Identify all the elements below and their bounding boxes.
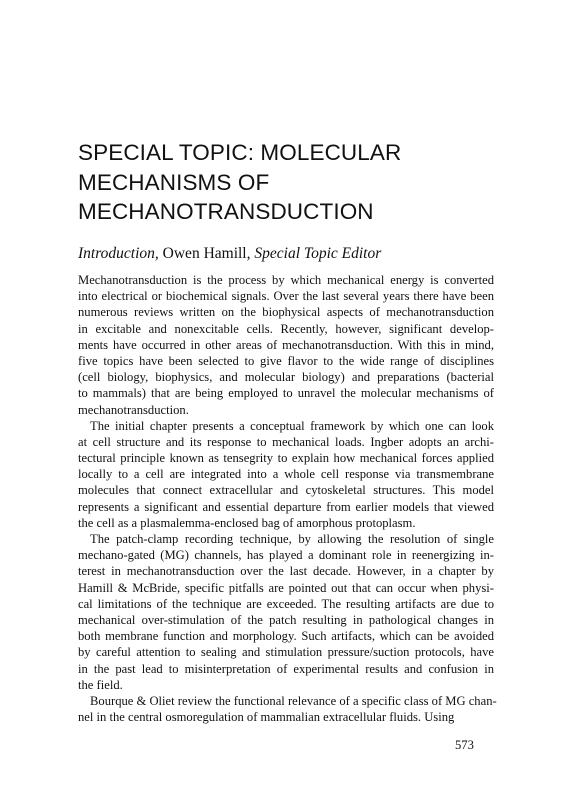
byline-comma: , (246, 245, 251, 262)
paragraph (78, 272, 494, 418)
text-line: represents a significant and essential departure from earlier models that viewed (78, 499, 494, 514)
body-text (78, 272, 497, 725)
text-line: Hamill & McBride, specific pitfalls are pointed out that can occur when physi- (78, 580, 494, 595)
text-line: cal limitations of the technique are exceeded. The resulting artifacts are due to (78, 596, 494, 611)
text-line: locally to a cell are integrated into a whole cell response via transmembrane (78, 467, 494, 482)
text-line: numerous reviews written on the biophysical aspects of mechanotransduction (78, 305, 494, 320)
text-line: mechanotransduction. (78, 402, 189, 417)
page-number: 573 (455, 738, 474, 752)
byline-intro: Introduction, (78, 245, 159, 262)
title-line: SPECIAL TOPIC: MOLECULAR (78, 140, 402, 165)
text-line: The initial chapter presents a conceptual framework by which one can look (90, 418, 494, 433)
text-line: ments have occurred in other areas of mechanotransduction. With this in mind, (78, 337, 494, 352)
text-line: five topics have been selected to give flavor to the wide range of disciplines (78, 353, 494, 368)
paragraph (78, 418, 494, 531)
text-line: nel in the central osmoregulation of mammalian extracellular fluids. Using (78, 710, 455, 725)
title-line: MECHANISMS OF (78, 169, 270, 195)
text-line: at cell structure and its response to mechanical loads. Ingber adopts an archi- (78, 434, 494, 449)
title-line: MECHANOTRANSDUCTION (78, 199, 374, 224)
text-line: terest in mechanotransduction over the last decade. However, in a chapter by (78, 564, 494, 579)
text-line: in the past lead to misinterpretation of experimental results and confusion in (78, 661, 494, 676)
text-line: mechano-gated (MG) channels, has played a dominant role in reenergizing in- (78, 548, 494, 563)
text-line: to mammals) that are being employed to unravel the molecular mechanisms of (78, 386, 494, 401)
text-line: Bourque & Oliet review the functional relevance of a specific class of MG chan- (90, 693, 497, 708)
text-line: both membrane function and morphology. Such artifacts, which can be avoided (78, 629, 494, 644)
byline-author: Owen Hamill (158, 245, 247, 262)
chapter-title (78, 138, 508, 227)
text-line: The patch-clamp recording technique, by allowing the resolution of single (90, 532, 494, 546)
text-line: tectural principle known as tensegrity to explain how mechanical forces applied (78, 451, 494, 466)
text-line: (cell biology, biophysics, and molecular biology) and preparations (bacterial (78, 370, 494, 385)
text-line: by careful attention to sealing and stimulation pressure/suction protocols, have (78, 645, 494, 660)
paragraph (78, 531, 494, 693)
text-line: the cell as a plasmalemma-enclosed bag of amorphous protoplasm. (78, 515, 416, 530)
text-line: molecules that connect extracellular and cytoskeletal structures. This model (78, 483, 494, 498)
paragraph (78, 693, 497, 725)
byline (78, 244, 381, 264)
text-line: the field. (78, 677, 123, 692)
text-line: into electrical or biochemical signals. Over the last several years there have been (78, 289, 494, 304)
text-line: mechanical over-stimulation of the patch resulting in pathological changes in (78, 612, 494, 627)
text-line: Mechanotransduction is the process by which mechanical energy is converted (78, 273, 494, 287)
byline-role: Special Topic Editor (250, 245, 382, 262)
text-line: in excitable and nonexcitable cells. Recently, however, significant develop- (78, 321, 494, 336)
